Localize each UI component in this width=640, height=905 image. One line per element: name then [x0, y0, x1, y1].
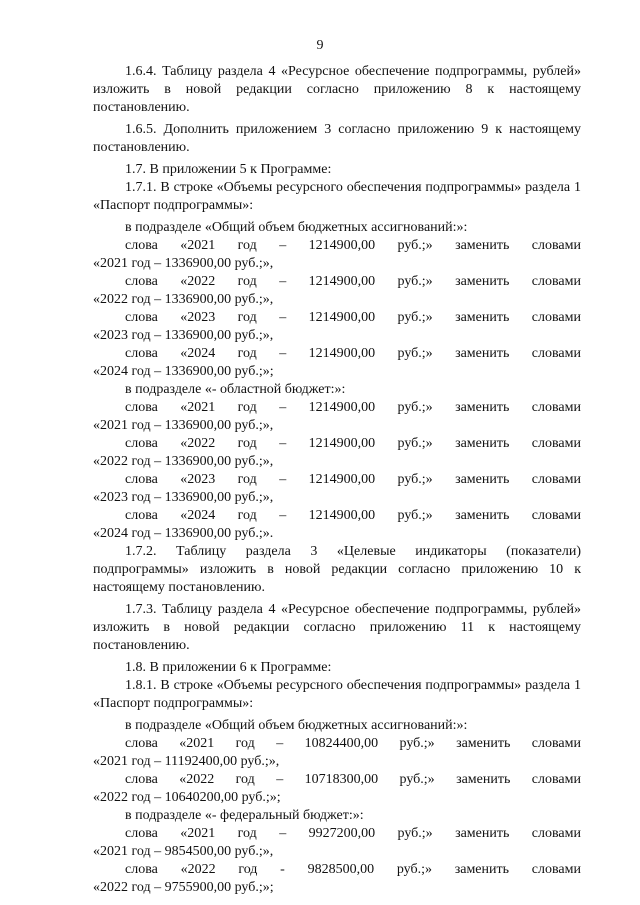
- paragraph-171: 1.7.1. В строке «Объемы ресурсного обеспечения подпрограммы» раздела 1 «Паспорт подпрограммы»:: [93, 180, 581, 213]
- row-word: «2023: [180, 472, 216, 487]
- row-word: руб.;»: [397, 346, 433, 361]
- replacement-row: [93, 237, 581, 255]
- page-number: 9: [316, 38, 324, 53]
- replacement-row-continuation: «2022 год – 9755900,00 руб.;»;: [93, 880, 274, 895]
- row-word: год: [237, 400, 257, 415]
- row-word: 1214900,00: [308, 400, 376, 415]
- replacement-row-continuation: «2021 год – 9854500,00 руб.;»,: [93, 844, 274, 859]
- row-word: руб.;»: [397, 310, 433, 325]
- row-word: заменить: [455, 436, 510, 451]
- row-word: «2022: [180, 436, 216, 451]
- row-word: –: [279, 310, 287, 325]
- row-word: руб.;»: [397, 400, 433, 415]
- paragraph-172: 1.7.2. Таблицу раздела 3 «Целевые индикаторы (показатели) подпрограммы» изложить в новой редакции согласно приложению 10 к настоящему постановлению.: [93, 544, 581, 595]
- row-word: слова: [125, 436, 158, 451]
- row-word: «2022: [179, 772, 215, 787]
- row-word: 1214900,00: [308, 238, 376, 253]
- replacement-row: [93, 471, 581, 489]
- heading-18: 1.8. В приложении 6 к Программе:: [125, 660, 332, 675]
- row-word: руб.;»: [396, 862, 432, 877]
- replacement-row-continuation: «2023 год – 1336900,00 руб.;»,: [93, 490, 274, 505]
- row-word: год: [235, 772, 255, 787]
- row-word: «2022: [180, 274, 216, 289]
- row-word: словами: [531, 736, 581, 751]
- row-word: год: [237, 472, 257, 487]
- replacement-row-continuation: «2024 год – 1336900,00 руб.;».: [93, 526, 274, 541]
- row-word: заменить: [455, 274, 510, 289]
- replacement-row-continuation: «2021 год – 11192400,00 руб.;»,: [93, 754, 280, 769]
- row-word: «2024: [180, 346, 216, 361]
- row-word: год: [238, 862, 258, 877]
- row-word: год: [237, 508, 257, 523]
- row-word: год: [235, 736, 255, 751]
- row-word: «2023: [180, 310, 216, 325]
- row-word: заменить: [455, 310, 510, 325]
- row-word: 10824400,00: [304, 736, 379, 751]
- row-word: год: [237, 310, 257, 325]
- row-word: заменить: [455, 400, 510, 415]
- row-word: слова: [125, 400, 158, 415]
- row-word: 1214900,00: [308, 274, 376, 289]
- replacement-row-continuation: «2022 год – 1336900,00 руб.;»,: [93, 454, 274, 469]
- document-body: [93, 63, 581, 897]
- row-word: словами: [531, 862, 581, 877]
- replacement-row: [93, 861, 581, 879]
- subsection-total-17: в подразделе «Общий объем бюджетных ассигнований:»:: [125, 220, 468, 235]
- row-word: 1214900,00: [308, 436, 376, 451]
- row-word: –: [279, 472, 287, 487]
- row-word: –: [276, 736, 284, 751]
- row-word: «2021: [180, 826, 216, 841]
- replacement-row-continuation: «2022 год – 1336900,00 руб.;»,: [93, 292, 274, 307]
- replacement-row-continuation: «2021 год – 1336900,00 руб.;»,: [93, 256, 274, 271]
- row-word: заменить: [456, 736, 511, 751]
- replacement-row-continuation: «2022 год – 10640200,00 руб.;»;: [93, 790, 281, 805]
- row-word: заменить: [456, 772, 511, 787]
- replacement-row: [93, 771, 581, 789]
- row-word: 9828500,00: [307, 862, 375, 877]
- replacement-row: [93, 507, 581, 525]
- row-word: –: [276, 772, 284, 787]
- replacement-row-continuation: «2021 год – 1336900,00 руб.;»,: [93, 418, 274, 433]
- row-word: словами: [531, 772, 581, 787]
- row-word: –: [279, 436, 287, 451]
- rows-total-18: [93, 735, 581, 807]
- row-word: руб.;»: [397, 472, 433, 487]
- paragraph-164: 1.6.4. Таблицу раздела 4 «Ресурсное обеспечение подпрограммы, рублей» изложить в новой редакции согласно приложению 8 к настоящему постановлению.: [93, 64, 581, 115]
- row-word: руб.;»: [399, 736, 435, 751]
- row-word: слова: [125, 238, 158, 253]
- row-word: заменить: [455, 238, 510, 253]
- row-word: заменить: [455, 508, 510, 523]
- row-word: -: [280, 862, 285, 877]
- row-word: заменить: [455, 826, 510, 841]
- row-word: –: [279, 400, 287, 415]
- replacement-row: [93, 309, 581, 327]
- row-word: слова: [125, 736, 158, 751]
- row-word: словами: [531, 274, 581, 289]
- row-word: год: [237, 274, 257, 289]
- row-word: слова: [125, 826, 158, 841]
- replacement-row-continuation: «2023 год – 1336900,00 руб.;»,: [93, 328, 274, 343]
- heading-17: 1.7. В приложении 5 к Программе:: [125, 162, 332, 177]
- subsection-regional-17: в подразделе «- областной бюджет:»:: [125, 382, 346, 397]
- row-word: –: [279, 346, 287, 361]
- replacement-row: [93, 273, 581, 291]
- row-word: 9927200,00: [308, 826, 376, 841]
- row-word: 1214900,00: [308, 472, 376, 487]
- row-word: «2024: [180, 508, 216, 523]
- replacement-row: [93, 345, 581, 363]
- row-word: руб.;»: [397, 436, 433, 451]
- row-word: 1214900,00: [308, 508, 376, 523]
- row-word: год: [237, 346, 257, 361]
- row-word: слова: [125, 772, 158, 787]
- row-word: словами: [531, 472, 581, 487]
- row-word: год: [237, 826, 257, 841]
- row-word: «2022: [180, 862, 216, 877]
- row-word: руб.;»: [397, 508, 433, 523]
- subsection-federal-18: в подразделе «- федеральный бюджет:»:: [125, 808, 364, 823]
- row-word: словами: [531, 508, 581, 523]
- paragraph-173: 1.7.3. Таблицу раздела 4 «Ресурсное обеспечение подпрограммы, рублей» изложить в новой редакции согласно приложению 11 к настоящему постановлению.: [93, 602, 581, 653]
- replacement-row: [93, 735, 581, 753]
- row-word: словами: [531, 310, 581, 325]
- row-word: –: [279, 238, 287, 253]
- row-word: заменить: [455, 472, 510, 487]
- replacement-row: [93, 825, 581, 843]
- replacement-row: [93, 435, 581, 453]
- row-word: словами: [531, 346, 581, 361]
- subsection-total-18: в подразделе «Общий объем бюджетных ассигнований:»:: [125, 718, 468, 733]
- paragraph-165: 1.6.5. Дополнить приложением 3 согласно приложению 9 к настоящему постановлению.: [93, 122, 581, 155]
- row-word: 10718300,00: [304, 772, 379, 787]
- row-word: 1214900,00: [308, 346, 376, 361]
- rows-total-17: [93, 237, 581, 381]
- row-word: слова: [125, 310, 158, 325]
- row-word: 1214900,00: [308, 310, 376, 325]
- row-word: «2021: [179, 736, 215, 751]
- row-word: заменить: [454, 862, 510, 877]
- row-word: «2021: [180, 400, 216, 415]
- row-word: «2021: [180, 238, 216, 253]
- row-word: словами: [531, 400, 581, 415]
- row-word: –: [279, 508, 287, 523]
- row-word: слова: [125, 508, 158, 523]
- row-word: слова: [125, 862, 158, 877]
- replacement-row: [93, 399, 581, 417]
- row-word: руб.;»: [397, 274, 433, 289]
- row-word: словами: [531, 826, 581, 841]
- row-word: руб.;»: [399, 772, 435, 787]
- row-word: словами: [531, 238, 581, 253]
- row-word: слова: [125, 472, 158, 487]
- row-word: заменить: [455, 346, 510, 361]
- row-word: –: [279, 274, 287, 289]
- row-word: –: [279, 826, 287, 841]
- rows-regional-17: [93, 399, 581, 543]
- row-word: год: [237, 238, 257, 253]
- row-word: руб.;»: [397, 238, 433, 253]
- row-word: руб.;»: [397, 826, 433, 841]
- row-word: год: [237, 436, 257, 451]
- row-word: словами: [531, 436, 581, 451]
- row-word: слова: [125, 346, 158, 361]
- rows-federal-18: [93, 825, 581, 897]
- row-word: слова: [125, 274, 158, 289]
- replacement-row-continuation: «2024 год – 1336900,00 руб.;»;: [93, 364, 274, 379]
- paragraph-181: 1.8.1. В строке «Объемы ресурсного обеспечения подпрограммы» раздела 1 «Паспорт подпрограммы»:: [93, 678, 581, 711]
